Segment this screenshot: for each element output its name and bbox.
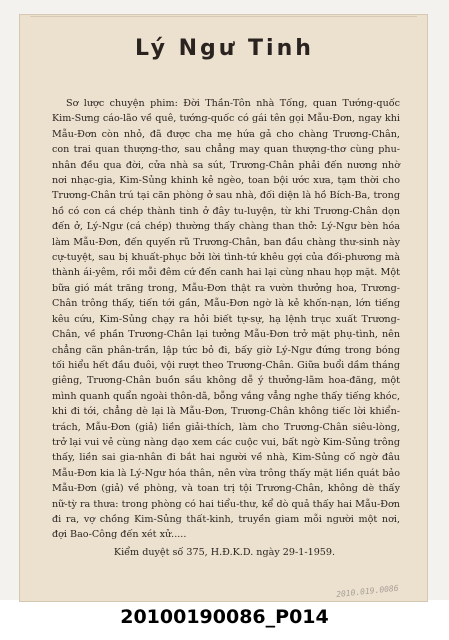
handwritten-archive-mark: 2010.019.0086 <box>335 583 399 600</box>
censorship-note: Kiểm duyệt số 375, H.Đ.K.D. ngày 29-1-1959. <box>113 547 336 558</box>
document-body: Sơ lược chuyện phim: Đời Thần-Tôn nhà Tống, quan Tướng-quốc Kim-Sưng cáo-lão về quê, tướng-quốc có gái tên gọi Mẫu-Đơn, ngay khi Mẫu-Đơn còn nhỏ, đã được cha mẹ hứa gả cho chàng Trương-Chân, con trai quan thượng-thơ, sau chẳng may quan thượng-thơ cùng phu-nhân đều qua đời, cửa nhà sa sút, Trương-Chân phải đến nương nhờ nơi nhạc-gia, Kim-Sủng khinh kẻ ngèo, toan bội ước xưa, tạm thời cho Trương-Chân trú tại căn phòng ở sau nhà, đối diện là hồ Bích-Ba, trong hồ có con cá chép thành tinh ở đây tu-luyện, từ khi Trương-Chân dọn đến ở, Lý-Ngư (cá chép) thường thấy chàng than thở: Lý-Ngư bèn hóa làm Mẫu-Đơn, đến quyến rũ Trương-Chân, ban đầu chàng thư-sinh này cự-tuyệt, sau bị khuất-phục bởi lời tình-tứ khêu gợi của đối-phương mà thành ái-yêm, rồi mỗi đêm cứ đến canh hai lại cùng nhau họp mặt. Một bữa gió mát trăng trong, Mẫu-Đơn thật ra vườn thưởng hoa, Trương-Chân trông thấy, tiến tới gần, Mẫu-Đơn ngờ là kẻ khốn-nạn, lớn tiếng kêu cứu, Kim-Sủng chạy ra hỏi biết tự-sự, hạ lệnh trục xuất Trương-Chân, về phần Trương-Chân lại tưởng Mẫu-Đơn trở mặt phụ-tình, nên chẳng cãn phân-trần, lập tức bỏ đi, bấy giờ Lý-Ngư đứng trong bóng tối hiểu hết đầu đuôi, vội rượt theo Trương-Chân. Giữa buổi dầm tháng giêng, Trương-Chân buồn sầu không dễ ý thưởng-lãm hoa-đăng, một mình quanh quẩn ngoài thôn-dã, bỗng vắng vẳng nghe thấy tiếng khóc, khi đi tới, chẳng dè lại là Mẫu-Đơn, Trương-Chân không tiếc lời khiển-trách, Mẫu-Đơn (giả) liền giải-thích, làm cho Trương-Chân siêu-lòng, trở lại vui vẻ cùng nàng dạo xem các cuộc vui, bất ngờ Kim-Sủng trông thấy, liền sai gia-nhân đi bắt hai người về nhà, Kim-Sủng cố ngờ đâu Mẫu-Đơn kia là Lý-Ngư hóa thân, nên vừa trông thấy mặt liền quát bảo Mẫu-Đơn (giả) về phòng, và toan trị tội Trương-Chân, không dè thấy nữ-tỳ ra thưa: trong phòng có hai tiểu-thư, kể dò quả thấy hai Mẫu-Đơn đi ra, vợ chồng Kim-Sủng thất-kinh, truyền giam mỗi người một nơi, đợi Bao-Công đến xét xử..... <box>52 98 400 541</box>
paper-fold-line <box>30 16 417 17</box>
image-caption: 20100190086_P014 <box>120 606 329 628</box>
document-title: Lý Ngư Tinh <box>135 36 314 61</box>
